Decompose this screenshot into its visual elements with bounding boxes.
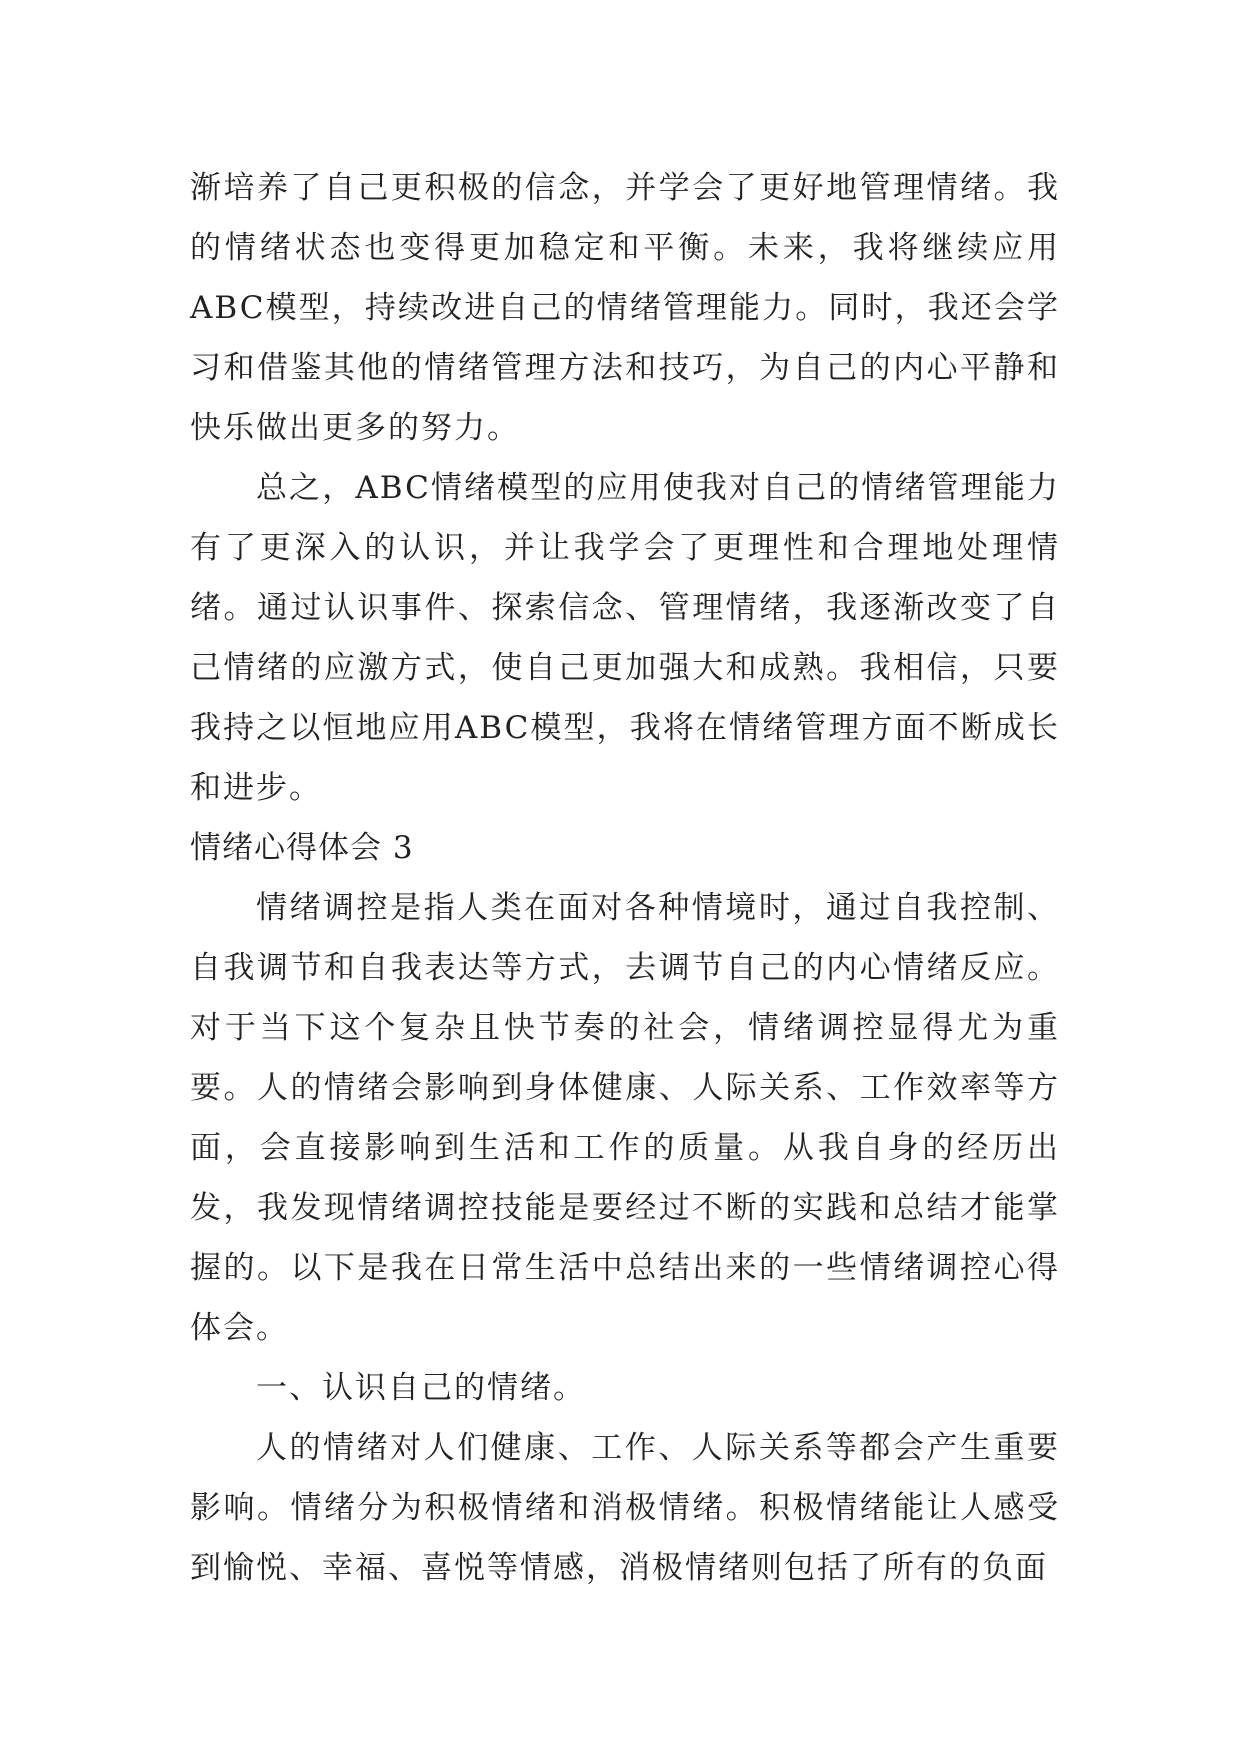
paragraph-emotion-types: 人的情绪对人们健康、工作、人际关系等都会产生重要影响。情绪分为积极情绪和消极情绪。积极情绪能让人感受到愉悦、幸福、喜悦等情感，消极情绪则包括了所有的负面 bbox=[190, 1430, 1060, 1586]
subheading-know-your-emotions: 一、认识自己的情绪。 bbox=[256, 1370, 586, 1406]
document-body bbox=[190, 158, 1060, 1598]
paragraph-intro: 情绪调控是指人类在面对各种情境时，通过自我控制、自我调节和自我表达等方式，去调节自己的内心情绪反应。对于当下这个复杂且快节奏的社会，情绪调控显得尤为重要。人的情绪会影响到身体健康、人际关系、工作效率等方面，会直接影响到生活和工作的质量。从我自身的经历出发，我发现情绪调控技能是要经过不断的实践和总结才能掌握的。以下是我在日常生活中总结出来的一些情绪调控心得体会。 bbox=[190, 890, 1060, 1346]
section-heading: 情绪心得体会 3 bbox=[190, 830, 414, 866]
paragraph-continuation: 渐培养了自己更积极的信念，并学会了更好地管理情绪。我的情绪状态也变得更加稳定和平衡。未来，我将继续应用ABC模型，持续改进自己的情绪管理能力。同时，我还会学习和借鉴其他的情绪管理方法和技巧，为自己的内心平静和快乐做出更多的努力。 bbox=[190, 170, 1060, 446]
paragraph-summary: 总之，ABC情绪模型的应用使我对自己的情绪管理能力有了更深入的认识，并让我学会了更理性和合理地处理情绪。通过认识事件、探索信念、管理情绪，我逐渐改变了自己情绪的应激方式，使自己更加强大和成熟。我相信，只要我持之以恒地应用ABC模型，我将在情绪管理方面不断成长和进步。 bbox=[190, 470, 1060, 806]
